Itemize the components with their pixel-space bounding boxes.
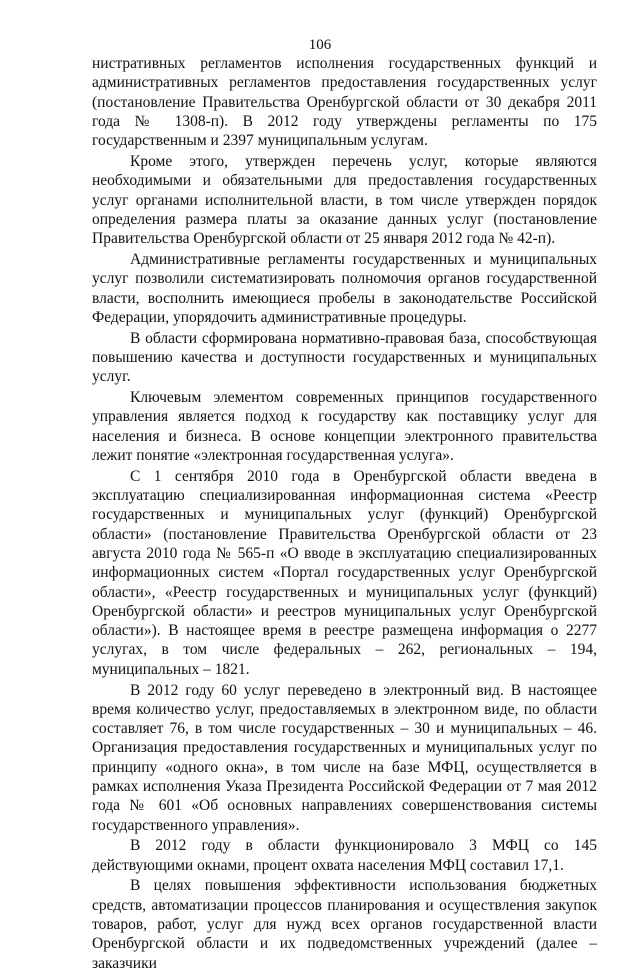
- paragraph-2: Кроме этого, утвержден перечень услуг, которые являются необходимыми и обязательными для предоставления государственных услуг органами исполнительной власти, в том числе утвержден порядок определения размера платы за оказание данных услуг (постановление Правительства Оренбургской области от 25 января 2012 года № 42-п).: [92, 152, 597, 248]
- paragraph-9: В целях повышения эффективности использования бюджетных средств, автоматизации процессов планирования и осуществления закупок товаров, работ, услуг для нужд всех органов государственной власти Оренбургской области и их подведомственных учреждений (далее – заказчики: [92, 877, 597, 972]
- paragraph-8: В 2012 году в области функционировало 3 МФЦ со 145 действующими окнами, процент охвата населения МФЦ составил 17,1.: [92, 837, 597, 874]
- paragraph-3: Административные регламенты государственных и муниципальных услуг позволили систематизировать полномочия органов государственной власти, восполнить имеющиеся пробелы в законодательстве Российской Федерации, упорядочить административные процедуры.: [92, 250, 597, 326]
- body-text: [92, 54, 597, 974]
- paragraph-7: В 2012 году 60 услуг переведено в электронный вид. В настоящее время количество услуг, предоставляемых в электронном виде, по области составляет 76, в том числе государственных – 30 и муниципальных – 46. Организация предоставления государственных и муниципальных услуг по принципу «одного окна», в том числе на базе МФЦ, осуществляется в рамках исполнения Указа Президента Российской Федерации от 7 мая 2012 года № 601 «Об основных направлениях совершенствования системы государственного управления».: [92, 681, 597, 834]
- paragraph-1: нистративных регламентов исполнения государственных функций и административных регламентов предоставления государственных услуг (постановление Правительства Оренбургской области от 30 декабря 2011 года № 1308-п). В 2012 году утверждены регламенты по 175 государственным и 2397 муниципальным услугам.: [92, 55, 597, 150]
- paragraph-5: Ключевым элементом современных принципов государственного управления является подход к государству как поставщику услуг для населения и бизнеса. В основе концепции электронного правительства лежит понятие «электронная государственная услуга».: [92, 389, 597, 464]
- paragraph-4: В области сформирована нормативно-правовая база, способствующая повышению качества и доступности государственных и муниципальных услуг.: [92, 329, 597, 386]
- paragraph-6: С 1 сентября 2010 года в Оренбургской области введена в эксплуатацию специализированная информационная система «Реестр государственных и муниципальных услуг (функций) Оренбургской области» (постановление Правительства Оренбургской области от 23 августа 2010 года № 565-п «О вводе в эксплуатацию специализированных информационных систем «Портал государственных услуг Оренбургской области», «Реестр государственных и муниципальных услуг (функций) Оренбургской области» и реестров муниципальных услуг Оренбургской области»). В настоящее время в реестре размещена информация о 2277 услугах, в том числе федеральных – 262, региональных – 194, муниципальных – 1821.: [92, 467, 597, 678]
- page-number: 106: [308, 37, 332, 53]
